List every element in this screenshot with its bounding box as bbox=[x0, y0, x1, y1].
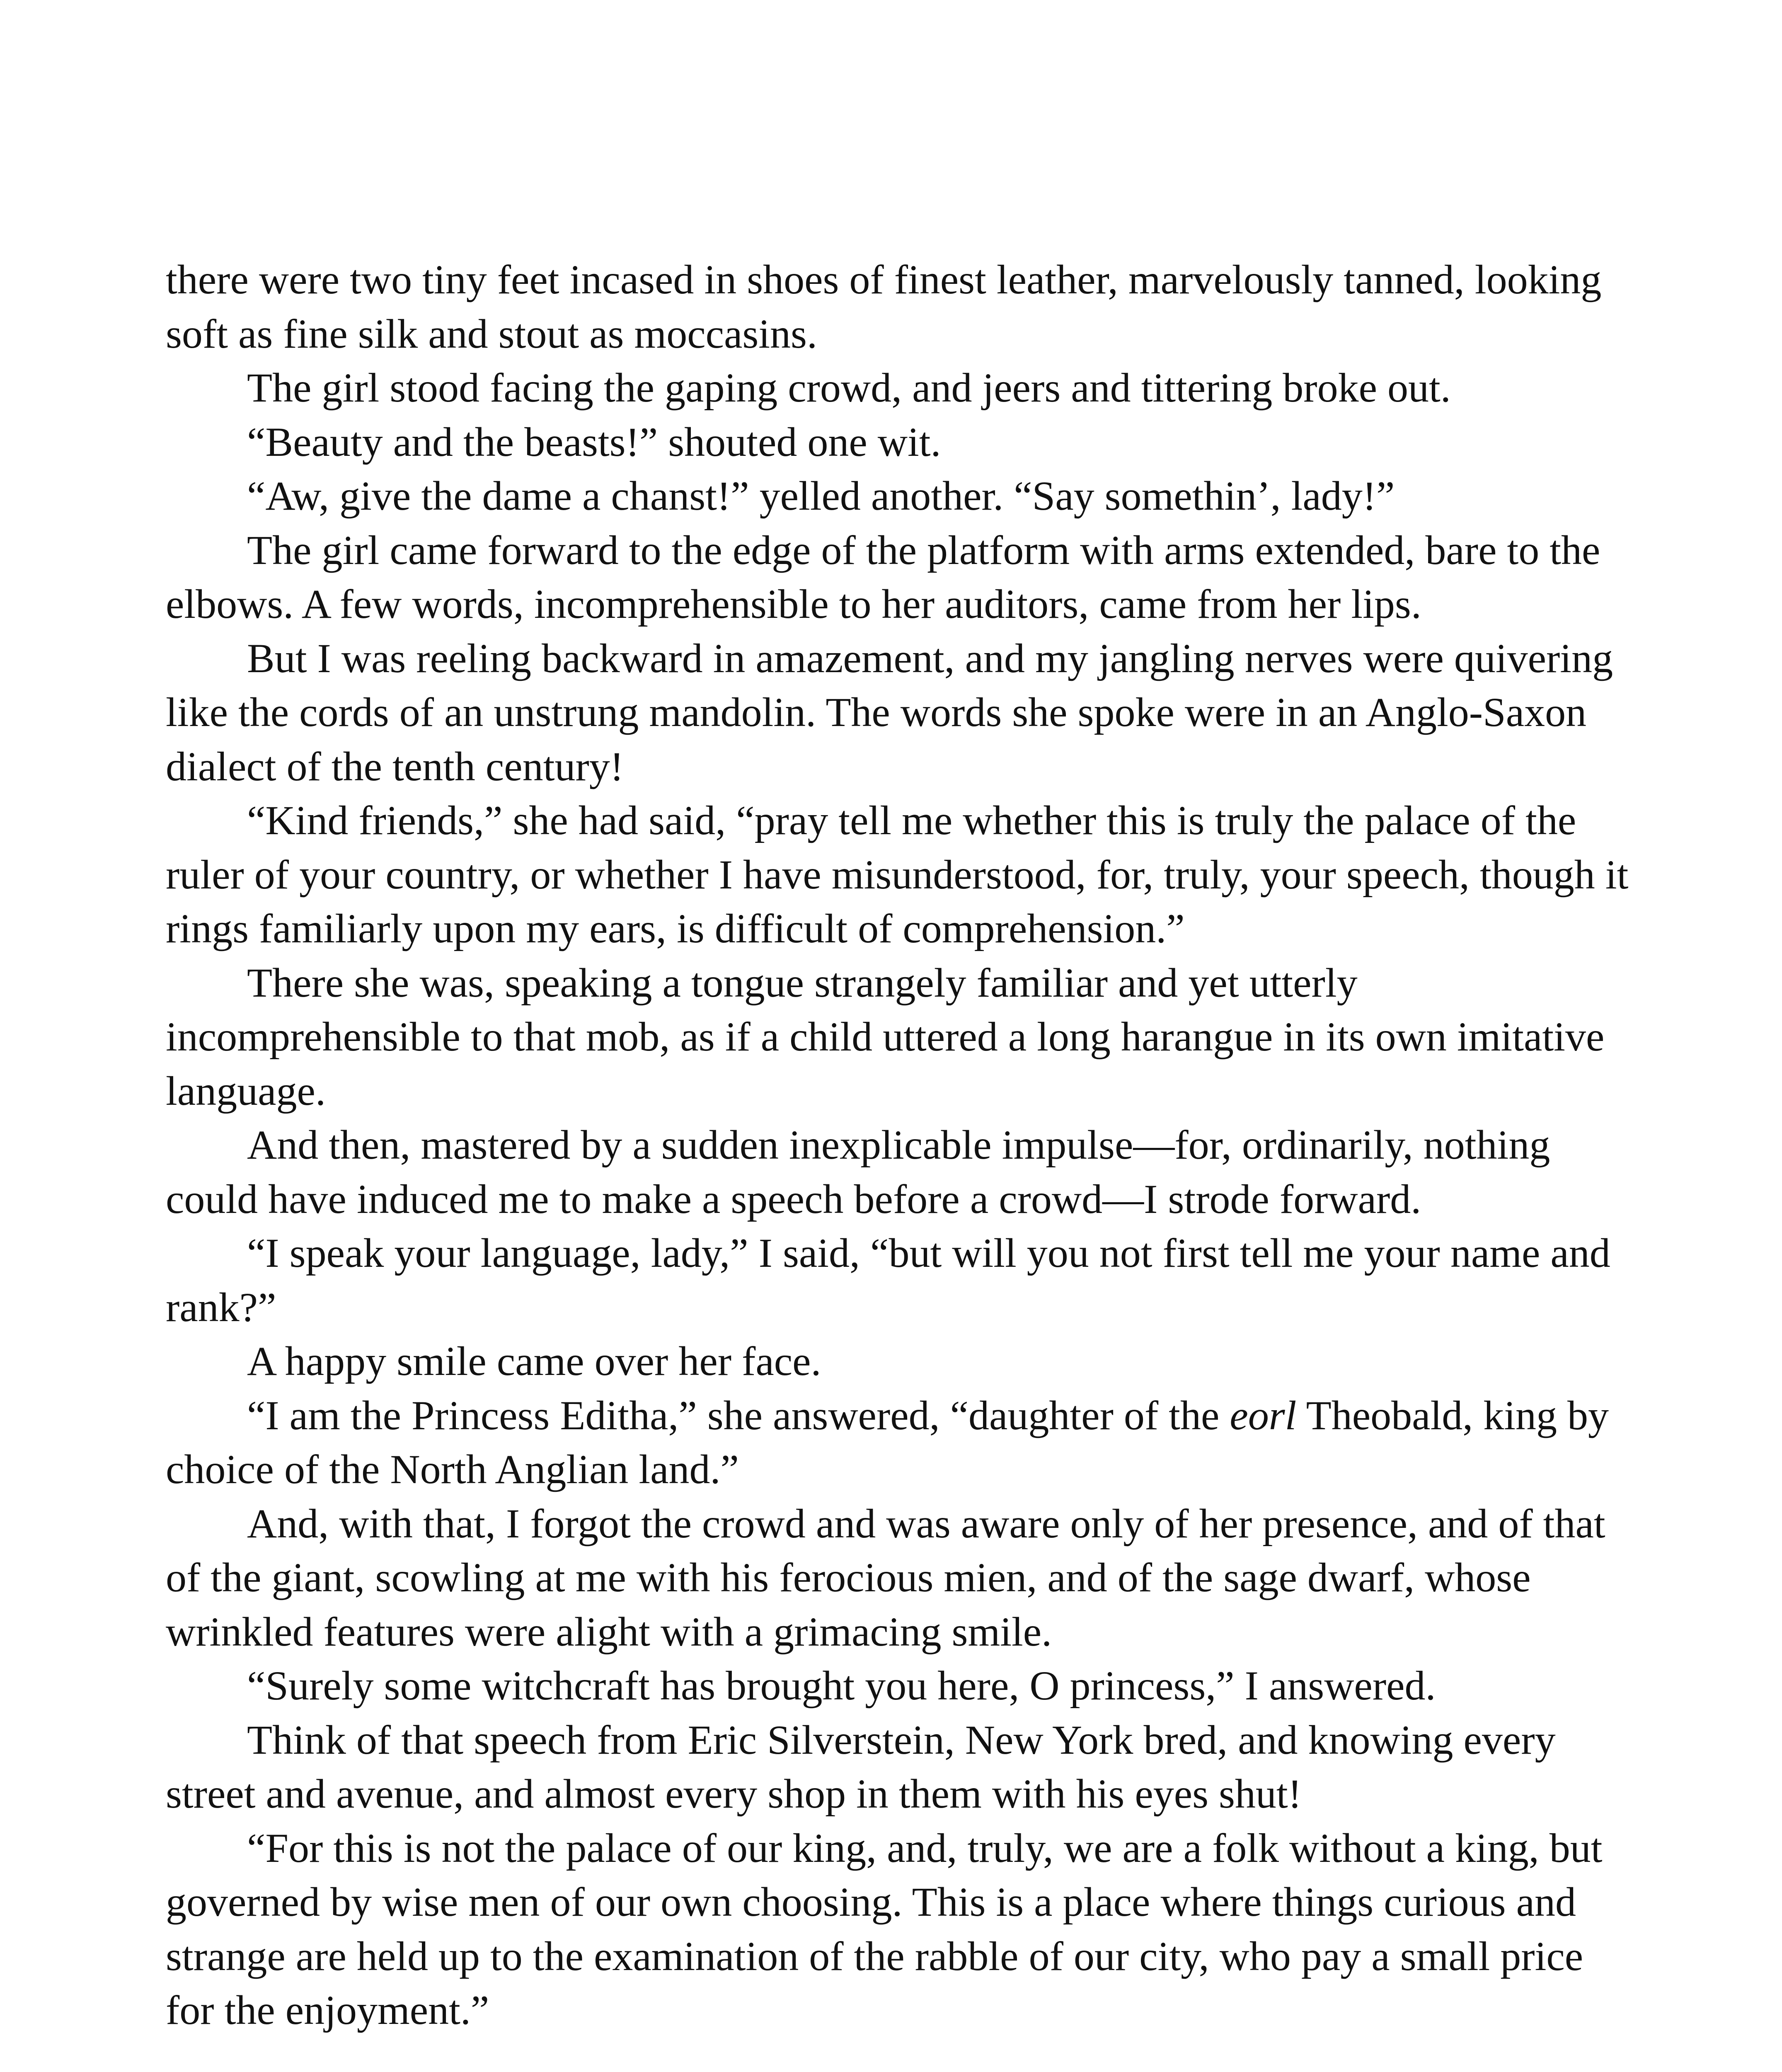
paragraph bbox=[166, 1497, 1641, 1659]
italic-text: eorl bbox=[1230, 1392, 1297, 1438]
paragraph bbox=[166, 469, 1641, 523]
paragraph-text: “Aw, give the dame a chanst!” yelled another. “Say somethin’, lady!” bbox=[247, 473, 1395, 519]
paragraph-text: “I speak your language, lady,” I said, “but will you not first tell me your name and rank?” bbox=[166, 1230, 1610, 1330]
paragraph bbox=[166, 794, 1641, 956]
paragraph bbox=[166, 361, 1641, 415]
paragraph-text: The girl stood facing the gaping crowd, and jeers and tittering broke out. bbox=[247, 365, 1451, 411]
paragraph bbox=[166, 523, 1641, 632]
paragraph-text: there were two tiny feet incased in shoes of finest leather, marvelously tanned, looking soft as fine silk and stout as moccasins. bbox=[166, 257, 1602, 357]
paragraph-text: Think of that speech from Eric Silverstein, New York bred, and knowing every street and avenue, and almost every shop in them with his eyes shut! bbox=[166, 1716, 1556, 1817]
paragraph-text: And, with that, I forgot the crowd and was aware only of her presence, and of that of the giant, scowling at me with his ferocious mien, and of the sage dwarf, whose wrinkled features were alight with a grimacing smile. bbox=[166, 1500, 1605, 1655]
paragraph bbox=[166, 1821, 1641, 2038]
paragraph-text: There she was, speaking a tongue strangely familiar and yet utterly incomprehensible to that mob, as if a child uttered a long harangue in its own imitative language. bbox=[166, 959, 1605, 1114]
paragraph-text: A happy smile came over her face. bbox=[247, 1338, 821, 1384]
paragraph-text: But I was reeling backward in amazement, and my jangling nerves were quivering like the cords of an unstrung mandolin. The words she spoke were in an Anglo-Saxon dialect of the tenth century! bbox=[166, 635, 1613, 789]
paragraph bbox=[166, 1713, 1641, 1821]
paragraph-text: “I am the Princess Editha,” she answered, “daughter of the bbox=[247, 1392, 1230, 1438]
paragraph bbox=[166, 1334, 1641, 1389]
paragraph-text: “For this is not the palace of our king, and, truly, we are a folk without a king, but governed by wise men of our own choosing. This is a place where things curious and strange are held up to the examination of the rabble of our city, who pay a small price for the enjoyment.” bbox=[166, 1825, 1603, 2033]
paragraph bbox=[166, 1118, 1641, 1226]
paragraph-text: Theobald, king by choice of the North Anglian land.” bbox=[166, 1392, 1609, 1492]
paragraph-text: And then, mastered by a sudden inexplicable impulse—for, ordinarily, nothing could have induced me to make a speech before a crowd—I strode forward. bbox=[166, 1122, 1550, 1222]
paragraph bbox=[166, 956, 1641, 1118]
paragraph bbox=[166, 253, 1641, 361]
paragraph bbox=[166, 1389, 1641, 1497]
paragraph-text: “Kind friends,” she had said, “pray tell me whether this is truly the palace of the ruler of your country, or whether I have misunderstood, for, truly, your speech, though it rings familiarly upon my ears, is difficult of comprehension.” bbox=[166, 797, 1629, 951]
paragraph-text: “Beauty and the beasts!” shouted one wit. bbox=[247, 419, 941, 465]
paragraph bbox=[166, 1226, 1641, 1334]
paragraph bbox=[166, 1659, 1641, 1713]
body-text bbox=[166, 253, 1641, 2038]
paragraph-text: The girl came forward to the edge of the platform with arms extended, bare to the elbows. A few words, incomprehensible to her auditors, came from her lips. bbox=[166, 527, 1600, 627]
paragraph bbox=[166, 632, 1641, 794]
paragraph-text: “Surely some witchcraft has brought you here, O princess,” I answered. bbox=[247, 1663, 1436, 1709]
paragraph bbox=[166, 415, 1641, 470]
